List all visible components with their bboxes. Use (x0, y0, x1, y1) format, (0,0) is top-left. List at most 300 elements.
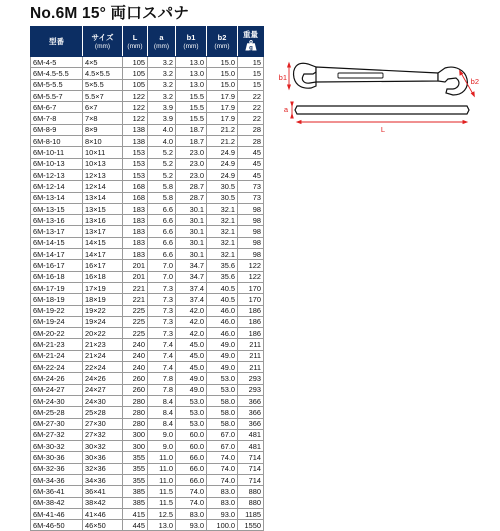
cell-size: 27×32 (83, 429, 123, 440)
cell-thickness: 3.2 (148, 68, 176, 79)
cell-b1: 66.0 (176, 474, 207, 485)
cell-size: 46×50 (83, 520, 123, 531)
cell-length: 355 (123, 463, 148, 474)
cell-size: 13×14 (83, 192, 123, 203)
cell-length: 153 (123, 169, 148, 180)
table-row (31, 328, 264, 339)
header-thickness (148, 27, 176, 57)
cell-b1: 15.5 (176, 102, 207, 113)
cell-b2: 74.0 (207, 474, 238, 485)
table-row (31, 271, 264, 282)
cell-b1: 28.7 (176, 181, 207, 192)
cell-length: 122 (123, 90, 148, 101)
cell-b1: 23.0 (176, 147, 207, 158)
cell-thickness: 3.2 (148, 90, 176, 101)
cell-size: 12×13 (83, 169, 123, 180)
cell-thickness: 11.5 (148, 486, 176, 497)
table-row (31, 102, 264, 113)
table-row (31, 520, 264, 531)
cell-thickness: 5.8 (148, 192, 176, 203)
cell-thickness: 11.0 (148, 474, 176, 485)
cell-model: 6M-25-28 (31, 407, 83, 418)
cell-b2: 74.0 (207, 452, 238, 463)
cell-length: 183 (123, 237, 148, 248)
cell-length: 105 (123, 79, 148, 90)
cell-thickness: 7.3 (148, 282, 176, 293)
table-row (31, 192, 264, 203)
cell-weight: 880 (238, 497, 264, 508)
cell-b2: 30.5 (207, 181, 238, 192)
cell-model: 6M-6-7 (31, 102, 83, 113)
table-row (31, 429, 264, 440)
cell-model: 6M-17-19 (31, 282, 83, 293)
cell-thickness: 13.0 (148, 520, 176, 531)
table-row (31, 249, 264, 260)
spec-table (30, 26, 264, 531)
cell-thickness: 11.5 (148, 497, 176, 508)
cell-model: 6M-4.5-5.5 (31, 68, 83, 79)
cell-b1: 30.1 (176, 226, 207, 237)
cell-b1: 18.7 (176, 124, 207, 135)
cell-model: 6M-8-9 (31, 124, 83, 135)
cell-length: 240 (123, 350, 148, 361)
cell-model: 6M-4-5 (31, 57, 83, 68)
cell-length: 260 (123, 373, 148, 384)
cell-thickness: 9.0 (148, 441, 176, 452)
cell-thickness: 6.6 (148, 226, 176, 237)
cell-size: 34×36 (83, 474, 123, 485)
cell-thickness: 9.0 (148, 429, 176, 440)
cell-model: 6M-19-24 (31, 316, 83, 327)
table-row (31, 316, 264, 327)
cell-thickness: 12.5 (148, 508, 176, 519)
cell-b2: 40.5 (207, 282, 238, 293)
cell-b1: 13.0 (176, 79, 207, 90)
cell-weight: 211 (238, 350, 264, 361)
cell-b1: 74.0 (176, 497, 207, 508)
cell-thickness: 7.0 (148, 271, 176, 282)
cell-weight: 28 (238, 136, 264, 147)
cell-size: 13×17 (83, 226, 123, 237)
cell-weight: 293 (238, 373, 264, 384)
cell-weight: 714 (238, 474, 264, 485)
table-row (31, 418, 264, 429)
cell-size: 25×28 (83, 407, 123, 418)
cell-b2: 49.0 (207, 339, 238, 350)
cell-length: 168 (123, 181, 148, 192)
cell-thickness: 7.4 (148, 362, 176, 373)
table-row (31, 181, 264, 192)
cell-b2: 32.1 (207, 249, 238, 260)
cell-thickness: 7.3 (148, 316, 176, 327)
cell-length: 385 (123, 497, 148, 508)
cell-weight: 98 (238, 215, 264, 226)
cell-b2: 32.1 (207, 226, 238, 237)
cell-size: 24×27 (83, 384, 123, 395)
header-length-label: L (132, 32, 138, 42)
cell-weight: 170 (238, 294, 264, 305)
cell-b2: 40.5 (207, 294, 238, 305)
cell-b2: 46.0 (207, 316, 238, 327)
cell-model: 6M-41-46 (31, 508, 83, 519)
cell-b2: 49.0 (207, 350, 238, 361)
cell-thickness: 8.4 (148, 418, 176, 429)
cell-model: 6M-12-13 (31, 169, 83, 180)
cell-weight: 186 (238, 316, 264, 327)
cell-length: 260 (123, 384, 148, 395)
cell-length: 201 (123, 260, 148, 271)
cell-b1: 66.0 (176, 452, 207, 463)
cell-model: 6M-30-32 (31, 441, 83, 452)
cell-b1: 34.7 (176, 271, 207, 282)
cell-weight: 211 (238, 362, 264, 373)
cell-model: 6M-13-15 (31, 203, 83, 214)
cell-b1: 45.0 (176, 350, 207, 361)
cell-length: 183 (123, 226, 148, 237)
cell-b1: 34.7 (176, 260, 207, 271)
cell-size: 19×22 (83, 305, 123, 316)
cell-size: 13×15 (83, 203, 123, 214)
header-size-unit: (mm) (94, 42, 111, 50)
cell-weight: 15 (238, 79, 264, 90)
cell-weight: 98 (238, 226, 264, 237)
header-size-label: サイズ (91, 32, 114, 42)
cell-weight: 481 (238, 441, 264, 452)
table-row (31, 260, 264, 271)
cell-weight: 73 (238, 192, 264, 203)
cell-model: 6M-36-41 (31, 486, 83, 497)
cell-thickness: 5.2 (148, 158, 176, 169)
cell-model: 6M-20-22 (31, 328, 83, 339)
cell-b2: 100.0 (207, 520, 238, 531)
header-size (83, 27, 123, 57)
cell-b2: 17.9 (207, 102, 238, 113)
cell-model: 6M-32-36 (31, 463, 83, 474)
table-row (31, 79, 264, 90)
cell-thickness: 4.0 (148, 136, 176, 147)
cell-weight: 28 (238, 124, 264, 135)
cell-size: 6×7 (83, 102, 123, 113)
cell-b2: 32.1 (207, 215, 238, 226)
cell-length: 240 (123, 362, 148, 373)
cell-size: 17×19 (83, 282, 123, 293)
cell-model: 6M-22-24 (31, 362, 83, 373)
cell-length: 445 (123, 520, 148, 531)
cell-thickness: 7.8 (148, 373, 176, 384)
cell-model: 6M-24-26 (31, 373, 83, 384)
table-row (31, 508, 264, 519)
dimension-label-L: L (380, 125, 386, 134)
table-row (31, 305, 264, 316)
cell-length: 355 (123, 452, 148, 463)
cell-weight: 880 (238, 486, 264, 497)
cell-weight: 714 (238, 452, 264, 463)
cell-model: 6M-16-17 (31, 260, 83, 271)
cell-length: 355 (123, 474, 148, 485)
cell-size: 30×36 (83, 452, 123, 463)
cell-size: 41×46 (83, 508, 123, 519)
cell-b1: 37.4 (176, 282, 207, 293)
cell-size: 4.5×5.5 (83, 68, 123, 79)
table-row (31, 384, 264, 395)
cell-length: 300 (123, 441, 148, 452)
header-weight-label: 重量 (243, 30, 258, 39)
cell-model: 6M-34-36 (31, 474, 83, 485)
cell-length: 153 (123, 147, 148, 158)
cell-b2: 17.9 (207, 90, 238, 101)
cell-thickness: 3.9 (148, 102, 176, 113)
cell-model: 6M-14-17 (31, 249, 83, 260)
cell-thickness: 4.0 (148, 124, 176, 135)
cell-b2: 17.9 (207, 113, 238, 124)
table-row (31, 407, 264, 418)
cell-length: 385 (123, 486, 148, 497)
cell-b2: 67.0 (207, 441, 238, 452)
cell-model: 6M-19-22 (31, 305, 83, 316)
cell-weight: 211 (238, 339, 264, 350)
cell-thickness: 8.4 (148, 395, 176, 406)
cell-length: 300 (123, 429, 148, 440)
cell-length: 105 (123, 68, 148, 79)
cell-model: 6M-5-5.5 (31, 79, 83, 90)
cell-model: 6M-10-11 (31, 147, 83, 158)
cell-size: 27×30 (83, 418, 123, 429)
cell-weight: 45 (238, 169, 264, 180)
table-row (31, 373, 264, 384)
cell-b1: 49.0 (176, 384, 207, 395)
header-b2-label: b2 (217, 32, 227, 42)
cell-size: 16×17 (83, 260, 123, 271)
cell-size: 16×18 (83, 271, 123, 282)
cell-weight: 22 (238, 113, 264, 124)
cell-length: 153 (123, 158, 148, 169)
cell-weight: 366 (238, 395, 264, 406)
cell-b1: 60.0 (176, 429, 207, 440)
cell-b2: 58.0 (207, 395, 238, 406)
cell-weight: 22 (238, 102, 264, 113)
cell-b2: 24.9 (207, 169, 238, 180)
header-b1-unit: (mm) (183, 42, 199, 50)
cell-size: 12×14 (83, 181, 123, 192)
table-row (31, 90, 264, 101)
cell-size: 10×13 (83, 158, 123, 169)
cell-length: 138 (123, 124, 148, 135)
cell-b1: 30.1 (176, 237, 207, 248)
cell-b1: 45.0 (176, 339, 207, 350)
cell-length: 183 (123, 203, 148, 214)
cell-weight: 98 (238, 237, 264, 248)
table-row (31, 226, 264, 237)
cell-b1: 45.0 (176, 362, 207, 373)
cell-length: 415 (123, 508, 148, 519)
cell-b2: 32.1 (207, 203, 238, 214)
cell-thickness: 7.4 (148, 339, 176, 350)
cell-model: 6M-21-24 (31, 350, 83, 361)
cell-weight: 22 (238, 90, 264, 101)
cell-b2: 46.0 (207, 328, 238, 339)
cell-thickness: 7.3 (148, 328, 176, 339)
cell-size: 22×24 (83, 362, 123, 373)
dimension-label-b2: b2 (470, 77, 479, 86)
cell-weight: 98 (238, 249, 264, 260)
wrench-diagram (278, 52, 483, 142)
cell-thickness: 7.0 (148, 260, 176, 271)
weight-unit: g (248, 45, 253, 52)
cell-thickness: 6.6 (148, 215, 176, 226)
header-model (31, 27, 83, 57)
cell-b2: 53.0 (207, 373, 238, 384)
table-row (31, 282, 264, 293)
table-row (31, 395, 264, 406)
cell-thickness: 11.0 (148, 463, 176, 474)
cell-weight: 45 (238, 158, 264, 169)
table-row (31, 136, 264, 147)
cell-weight: 15 (238, 57, 264, 68)
cell-b2: 46.0 (207, 305, 238, 316)
cell-b1: 93.0 (176, 520, 207, 531)
cell-b2: 21.2 (207, 124, 238, 135)
cell-b1: 74.0 (176, 486, 207, 497)
cell-size: 36×41 (83, 486, 123, 497)
cell-model: 6M-46-50 (31, 520, 83, 531)
cell-length: 168 (123, 192, 148, 203)
cell-thickness: 6.6 (148, 203, 176, 214)
cell-b2: 30.5 (207, 192, 238, 203)
cell-length: 225 (123, 305, 148, 316)
table-row (31, 169, 264, 180)
cell-size: 7×8 (83, 113, 123, 124)
cell-size: 38×42 (83, 497, 123, 508)
table-row (31, 158, 264, 169)
cell-b1: 60.0 (176, 441, 207, 452)
table-row (31, 203, 264, 214)
cell-length: 122 (123, 102, 148, 113)
table-row (31, 452, 264, 463)
cell-b1: 42.0 (176, 305, 207, 316)
cell-length: 240 (123, 339, 148, 350)
cell-size: 14×15 (83, 237, 123, 248)
cell-b1: 37.4 (176, 294, 207, 305)
cell-b2: 15.0 (207, 57, 238, 68)
cell-model: 6M-27-32 (31, 429, 83, 440)
cell-weight: 15 (238, 68, 264, 79)
cell-b2: 67.0 (207, 429, 238, 440)
cell-thickness: 3.2 (148, 57, 176, 68)
cell-b1: 28.7 (176, 192, 207, 203)
cell-model: 6M-10-13 (31, 158, 83, 169)
cell-model: 6M-7-8 (31, 113, 83, 124)
cell-b2: 83.0 (207, 486, 238, 497)
cell-length: 105 (123, 57, 148, 68)
table-row (31, 113, 264, 124)
table-row (31, 362, 264, 373)
cell-model: 6M-24-27 (31, 384, 83, 395)
cell-model: 6M-13-17 (31, 226, 83, 237)
cell-size: 30×32 (83, 441, 123, 452)
table-row (31, 215, 264, 226)
header-b2 (207, 27, 238, 57)
table-row (31, 237, 264, 248)
cell-thickness: 3.2 (148, 79, 176, 90)
cell-size: 8×10 (83, 136, 123, 147)
cell-model: 6M-5.5-7 (31, 90, 83, 101)
cell-b2: 21.2 (207, 136, 238, 147)
cell-length: 221 (123, 294, 148, 305)
cell-weight: 45 (238, 147, 264, 158)
cell-b1: 30.1 (176, 203, 207, 214)
cell-b2: 15.0 (207, 68, 238, 79)
cell-b2: 35.6 (207, 260, 238, 271)
cell-length: 225 (123, 328, 148, 339)
cell-model: 6M-13-14 (31, 192, 83, 203)
cell-size: 19×24 (83, 316, 123, 327)
cell-b1: 83.0 (176, 508, 207, 519)
spec-table-body (31, 57, 264, 531)
table-row (31, 57, 264, 68)
table-row (31, 350, 264, 361)
cell-b2: 58.0 (207, 407, 238, 418)
cell-size: 13×16 (83, 215, 123, 226)
cell-thickness: 7.3 (148, 294, 176, 305)
cell-size: 8×9 (83, 124, 123, 135)
cell-thickness: 7.4 (148, 350, 176, 361)
cell-model: 6M-16-18 (31, 271, 83, 282)
cell-weight: 1550 (238, 520, 264, 531)
cell-b1: 15.5 (176, 90, 207, 101)
cell-size: 24×26 (83, 373, 123, 384)
cell-length: 280 (123, 395, 148, 406)
cell-length: 280 (123, 407, 148, 418)
cell-model: 6M-14-15 (31, 237, 83, 248)
cell-length: 221 (123, 282, 148, 293)
cell-weight: 1185 (238, 508, 264, 519)
cell-thickness: 6.6 (148, 237, 176, 248)
cell-size: 18×19 (83, 294, 123, 305)
cell-length: 225 (123, 316, 148, 327)
cell-length: 183 (123, 215, 148, 226)
cell-weight: 481 (238, 429, 264, 440)
cell-size: 4×5 (83, 57, 123, 68)
cell-thickness: 3.9 (148, 113, 176, 124)
cell-length: 122 (123, 113, 148, 124)
header-b1-label: b1 (186, 32, 196, 42)
cell-weight: 122 (238, 271, 264, 282)
header-thickness-unit: (mm) (153, 42, 170, 50)
cell-b1: 53.0 (176, 418, 207, 429)
cell-thickness: 8.4 (148, 407, 176, 418)
header-model-label: 型番 (49, 37, 64, 46)
cell-model: 6M-21-23 (31, 339, 83, 350)
cell-weight: 293 (238, 384, 264, 395)
cell-b2: 53.0 (207, 384, 238, 395)
cell-b1: 23.0 (176, 169, 207, 180)
cell-model: 6M-30-36 (31, 452, 83, 463)
cell-model: 6M-27-30 (31, 418, 83, 429)
table-row (31, 486, 264, 497)
table-row (31, 441, 264, 452)
cell-model: 6M-38-42 (31, 497, 83, 508)
cell-b2: 93.0 (207, 508, 238, 519)
header-b1 (176, 27, 207, 57)
header-thickness-label: a (159, 32, 164, 42)
cell-b2: 49.0 (207, 362, 238, 373)
dimension-label-a: a (283, 105, 289, 114)
cell-b2: 35.6 (207, 271, 238, 282)
cell-b1: 53.0 (176, 395, 207, 406)
cell-length: 201 (123, 271, 148, 282)
cell-b1: 13.0 (176, 57, 207, 68)
cell-b1: 42.0 (176, 328, 207, 339)
